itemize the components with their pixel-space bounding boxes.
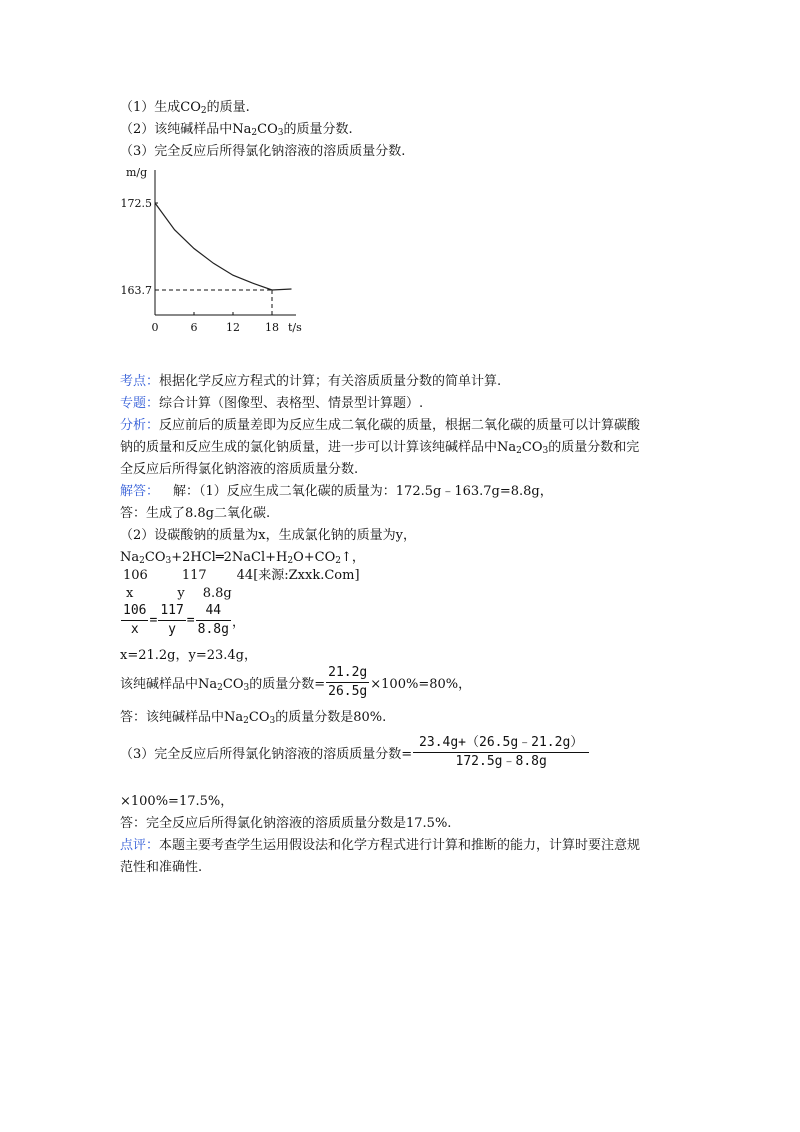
set-variables: （2）设碳酸钠的质量为x，生成氯化钠的质量为y， xyxy=(120,528,416,543)
mass-curve xyxy=(155,203,292,290)
ratio-equation: $\frac{106}{x}$ = $\frac{117}{y}$ = $\frac{44}{8.8g}$ ， xyxy=(123,603,245,637)
y-tick-label: 172.5 xyxy=(120,197,152,210)
zhuanti-line: 专题：综合计算（图像型、表格型、情景型计算题）. xyxy=(120,396,424,411)
answer-1: 答：生成了8.8g二氧化碳. xyxy=(120,506,271,521)
kaodian-label: 考点： xyxy=(120,374,160,389)
mass-fraction-line: 该纯碱样品中$Na_2CO_3$的质量分数= $\frac{21.2g}{26.5g}$ ×100%=80%， xyxy=(120,665,472,699)
y-tick-label: 163.7 xyxy=(120,284,152,297)
x-axis-label: t/s xyxy=(288,321,302,334)
x-tick-label: 6 xyxy=(190,321,198,334)
question-2: （2）该纯碱样品中$Na_2CO_3$的质量分数. xyxy=(120,122,353,138)
dianping-line-2: 范性和准确性. xyxy=(120,860,203,875)
dianping-label: 点评： xyxy=(120,838,160,853)
jieda-line-1: 解答： 解：（1）反应生成二氧化碳的质量为：172.5g﹣163.7g=8.8g， xyxy=(120,484,553,499)
zhuanti-label: 专题： xyxy=(120,396,160,411)
x-tick-label: 12 xyxy=(226,321,240,334)
answer-3: 答：完全反应后所得氯化钠溶液的溶质质量分数是17.5%. xyxy=(120,816,452,831)
chemical-equation: $Na_2CO_3+2HCl═2NaCl+H_2O+CO_2↑$， xyxy=(120,550,365,566)
result-line: x=21.2g，y=23.4g， xyxy=(120,648,257,663)
y-axis-label: m/g xyxy=(126,166,148,179)
question-3: （3）完全反应后所得氯化钠溶液的溶质质量分数. xyxy=(120,144,406,159)
fenxi-line-2: 钠的质量和反应生成的氯化钠质量，进一步可以计算该纯碱样品中$Na_2CO_3$的质量分数和完 xyxy=(120,440,640,456)
kaodian-line: 考点：根据化学反应方程式的计算；有关溶质质量分数的简单计算. xyxy=(120,374,502,389)
x-tick-label: 18 xyxy=(265,321,279,334)
question-1: （1）生成$CO_2$的质量. xyxy=(120,100,250,116)
mass-time-chart xyxy=(118,162,318,340)
q3-fraction-line: （3）完全反应后所得氯化钠溶液的溶质质量分数= $\frac{23.4g+(26.5g﹣21.2g)}{172.5g﹣8.8g}$ xyxy=(120,734,590,771)
x-tick-label: 0 xyxy=(151,321,159,334)
dianping-line-1: 点评：本题主要考查学生运用假设法和化学方程式进行计算和推断的能力，计算时要注意规 xyxy=(120,838,641,853)
molar-mass-row: 106 117 44[来源:Zxxk.Com] xyxy=(123,568,360,583)
fenxi-line-3: 全反应后所得氯化钠溶液的溶质质量分数. xyxy=(120,462,359,477)
answer-2: 答：该纯碱样品中$Na_2CO_3$的质量分数是80%. xyxy=(120,710,387,726)
jieda-label: 解答： xyxy=(120,484,160,499)
variable-row: x y 8.8g xyxy=(126,586,232,601)
fenxi-line-1: 分析：反应前后的质量差即为反应生成二氧化碳的质量，根据二氧化碳的质量可以计算碳酸 xyxy=(120,418,641,433)
q3-result: ×100%=17.5%， xyxy=(120,794,234,809)
fenxi-label: 分析： xyxy=(120,418,160,433)
